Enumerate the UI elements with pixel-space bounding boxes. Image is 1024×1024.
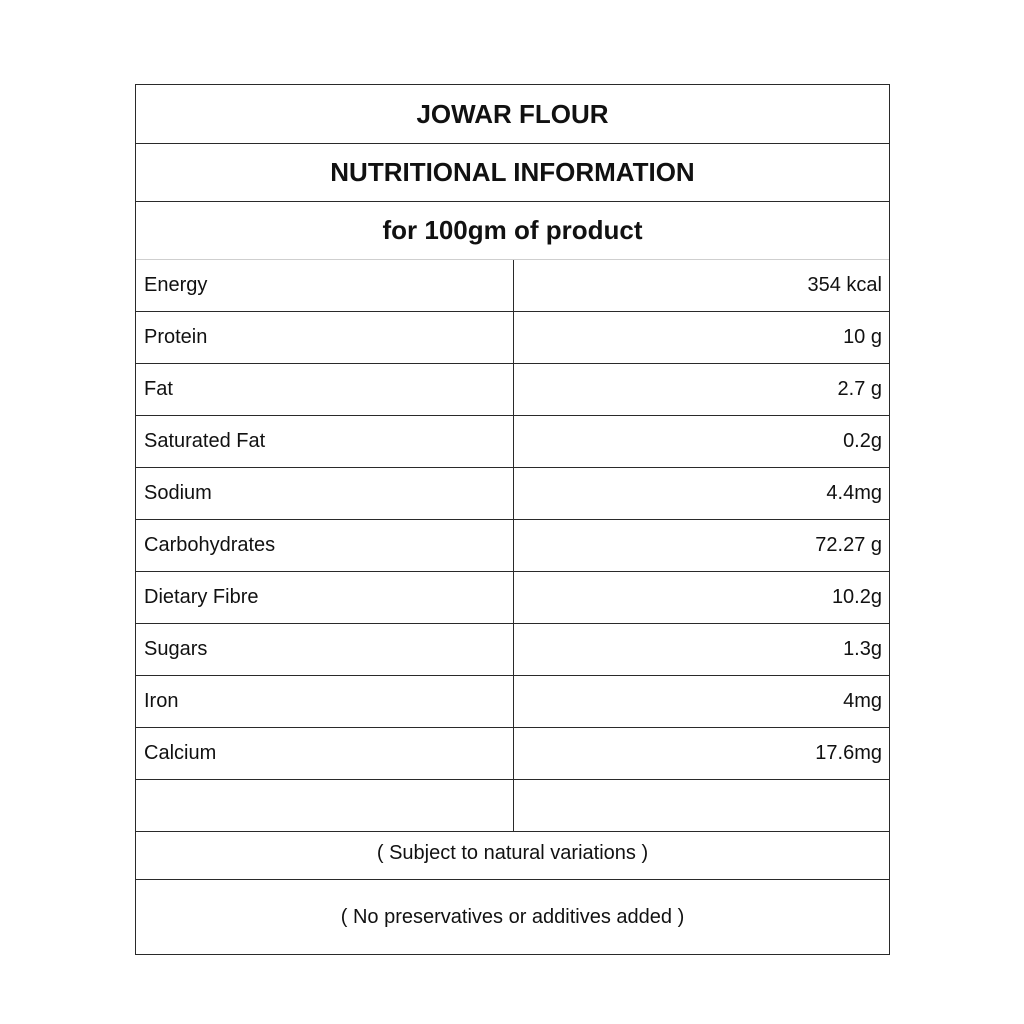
preservatives-note: ( No preservatives or additives added ) (340, 905, 685, 928)
table-row (136, 364, 889, 416)
nutrient-value: 10 g (843, 326, 882, 348)
table-row (136, 728, 889, 780)
section-heading: NUTRITIONAL INFORMATION (136, 144, 889, 202)
nutrient-value: 72.27 g (815, 534, 882, 556)
nutrient-value: 4.4mg (826, 482, 882, 504)
nutrient-value: 1.3g (843, 638, 882, 660)
product-title: JOWAR FLOUR (136, 85, 889, 144)
table-row (136, 676, 889, 728)
nutrient-name: Fat (136, 364, 514, 415)
nutrient-name: Sodium (136, 468, 514, 519)
table-row (136, 572, 889, 624)
nutrient-name: Protein (136, 312, 514, 363)
nutrient-name: Saturated Fat (136, 416, 514, 467)
variation-note: ( Subject to natural variations ) (136, 828, 889, 880)
nutrient-name: Sugars (136, 624, 514, 675)
nutrient-name: Dietary Fibre (136, 572, 514, 623)
nutrient-name (136, 780, 514, 831)
nutrient-value: 2.7 g (837, 378, 882, 400)
nutrient-table (136, 260, 889, 832)
table-row (136, 416, 889, 468)
nutrient-name: Calcium (136, 728, 514, 779)
table-row (136, 624, 889, 676)
nutrient-value (514, 780, 889, 831)
nutrient-value: 354 kcal (807, 274, 882, 296)
table-row (136, 520, 889, 572)
table-row (136, 260, 889, 312)
table-row (136, 468, 889, 520)
nutrient-value: 0.2g (843, 430, 882, 452)
nutrient-name: Iron (136, 676, 514, 727)
nutrient-name: Carbohydrates (136, 520, 514, 571)
table-row (136, 312, 889, 364)
nutrient-value: 10.2g (831, 586, 882, 608)
nutrient-value: 17.6mg (815, 742, 882, 764)
nutrition-label (135, 84, 890, 955)
nutrient-name: Energy (136, 260, 514, 311)
nutrient-value: 4mg (843, 690, 882, 712)
serving-basis: for 100gm of product (136, 202, 889, 260)
table-row-empty (136, 780, 889, 832)
